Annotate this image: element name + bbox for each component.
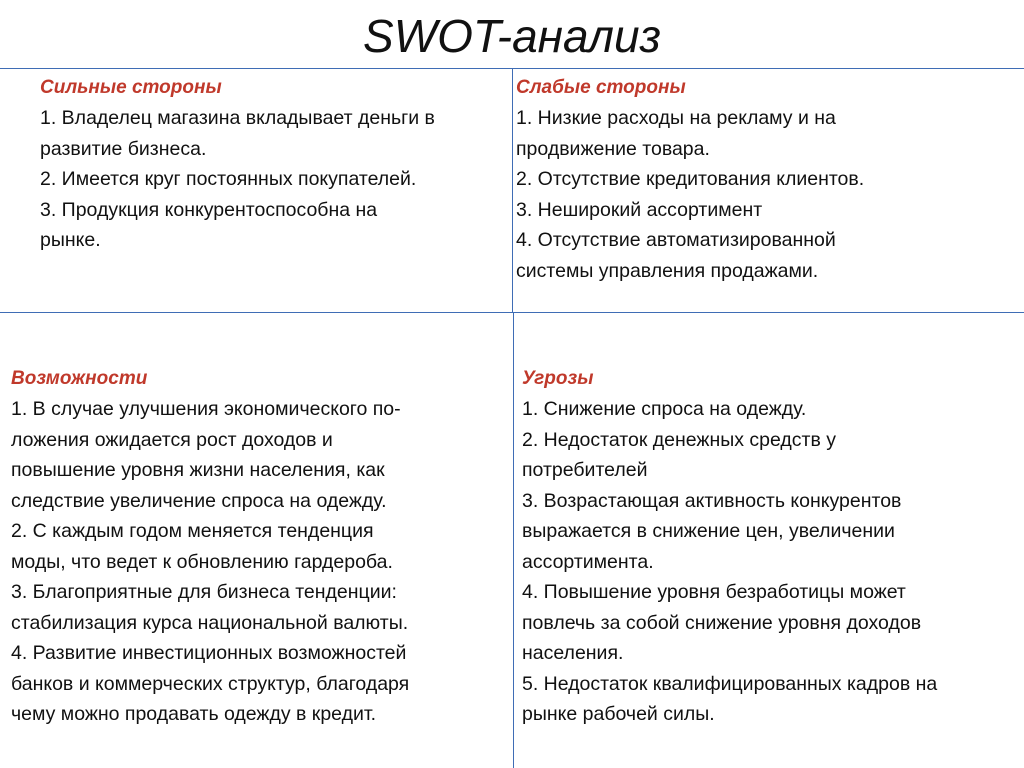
opportunities-line: повышение уровня жизни населения, как (11, 459, 385, 481)
threats-line: ассортимента. (522, 550, 654, 573)
threats-line: 3. Возрастающая активность конкурентов (522, 489, 902, 512)
strengths-line: рынке. (40, 229, 101, 251)
threats-line: рынке рабочей силы. (522, 703, 715, 725)
threats-line: 1. Снижение спроса на одежду. (522, 398, 807, 420)
lower-vertical-divider (513, 312, 514, 768)
opportunities-line: 4. Развитие инвестиционных возможностей (11, 642, 407, 664)
opportunities-line: банков и коммерческих структур, благодаря (11, 672, 410, 695)
threats-quadrant (522, 364, 1022, 730)
threats-line: повлечь за собой снижение уровня доходов (522, 611, 922, 634)
weaknesses-list (516, 103, 1021, 286)
weaknesses-line: системы управления продажами. (516, 259, 819, 282)
opportunities-line: стабилизация курса национальной валюты. (11, 611, 409, 634)
strengths-quadrant (40, 73, 510, 256)
threats-list (522, 394, 1022, 730)
opportunities-line: ложения ожидается рост доходов и (11, 428, 333, 451)
strengths-line: 1. Владелец магазина вкладывает деньги в (40, 107, 435, 129)
opportunities-line: моды, что ведет к обновлению гардероба. (11, 550, 393, 573)
upper-vertical-divider (512, 68, 513, 312)
threats-line: выражается в снижение цен, увеличении (522, 520, 895, 542)
weaknesses-heading: Слабые стороны (516, 77, 686, 98)
opportunities-list (11, 394, 509, 730)
threats-line: 5. Недостаток квалифицированных кадров на (522, 672, 938, 695)
weaknesses-line: 3. Неширокий ассортимент (516, 198, 763, 221)
opportunities-heading: Возможности (11, 368, 148, 389)
opportunities-line: 2. С каждым годом меняется тенденция (11, 520, 374, 542)
opportunities-quadrant (11, 364, 509, 730)
strengths-line: 2. Имеется круг постоянных покупателей. (40, 168, 417, 190)
opportunities-line: 3. Благоприятные для бизнеса тенденции: (11, 581, 397, 603)
threats-heading: Угрозы (522, 368, 594, 389)
weaknesses-line: 4. Отсутствие автоматизированной (516, 229, 836, 251)
weaknesses-line: 1. Низкие расходы на рекламу и на (516, 107, 836, 129)
weaknesses-line: продвижение товара. (516, 137, 710, 160)
weaknesses-quadrant (516, 73, 1021, 286)
threats-line: 2. Недостаток денежных средств у (522, 428, 836, 451)
strengths-heading: Сильные стороны (40, 77, 222, 98)
threats-line: 4. Повышение уровня безработицы может (522, 581, 906, 603)
strengths-line: 3. Продукция конкурентоспособна на (40, 198, 378, 221)
opportunities-line: следствие увеличение спроса на одежду. (11, 489, 387, 512)
weaknesses-line: 2. Отсутствие кредитования клиентов. (516, 168, 865, 190)
strengths-list (40, 103, 510, 256)
opportunities-line: чему можно продавать одежду в кредит. (11, 703, 377, 725)
middle-divider (0, 312, 1024, 313)
strengths-line: развитие бизнеса. (40, 137, 207, 160)
threats-line: потребителей (522, 459, 648, 481)
slide-title: SWOT-анализ (363, 10, 661, 62)
threats-line: населения. (522, 642, 624, 664)
opportunities-line: 1. В случае улучшения экономического по- (11, 398, 401, 420)
